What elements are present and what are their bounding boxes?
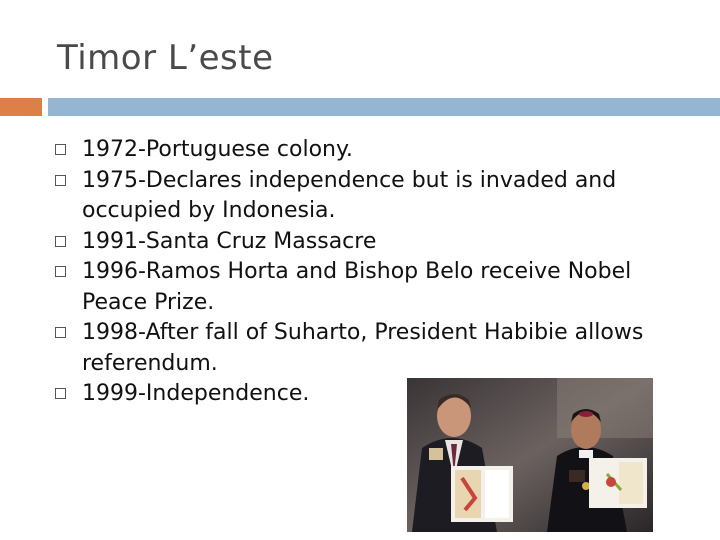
bullet-item: 1996-Ramos Horta and Bishop Belo receive Nobel Peace Prize. [48, 257, 668, 318]
title-accent-bar [0, 98, 42, 116]
square-bullet-icon [55, 327, 66, 338]
square-bullet-icon [55, 388, 66, 399]
nobel-laureates-photo [407, 378, 653, 532]
bullet-item: 1991-Santa Cruz Massacre [48, 227, 668, 258]
bullet-item: 1999-Independence. [48, 379, 668, 410]
square-bullet-icon [55, 175, 66, 186]
square-bullet-icon [55, 144, 66, 155]
square-bullet-icon [55, 266, 66, 277]
square-bullet-icon [55, 236, 66, 247]
bullet-list [48, 135, 668, 410]
slide-title: Timor L’este [57, 38, 274, 78]
bullet-item: 1998-After fall of Suharto, President Habibie allows referendum. [48, 318, 668, 379]
bullet-item: 1972-Portuguese colony. [48, 135, 668, 166]
title-rule-bar [48, 98, 720, 116]
bullet-item: 1975-Declares independence but is invaded and occupied by Indonesia. [48, 166, 668, 227]
